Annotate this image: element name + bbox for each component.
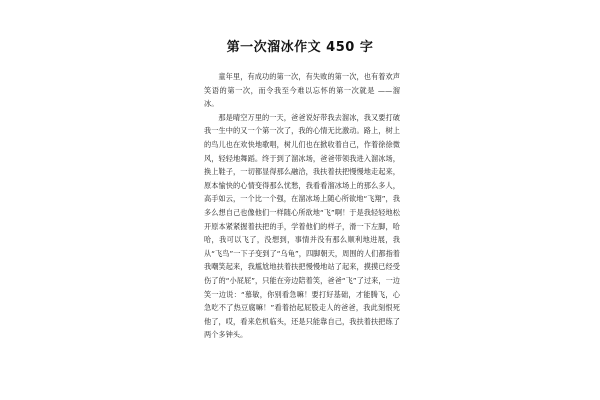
page-title: 第一次溜冰作文 450 字 — [226, 40, 374, 55]
essay-body — [204, 70, 400, 342]
paragraph-main: 那是晴空万里的一天，爸爸说好带我去溜冰，我又要打破我一生中的又一个第一次了，我的心情无比激动。路上，树上的鸟儿也在欢快地歌唱，树儿们也在掀收着自己，作着徐徐微风，轻轻地舞蹈。终于到了溜冰场，爸爸带领我进入溜冰场，换上鞋子，一切都显得那么融洽，我扶着扶把慢慢地走起来，原本愉快的心情变得那么忧愁，我看看溜冰场上的那么多人，高手如云，一个比一个强，在溜冰场上随心所欲地“飞翔”，我多么想自己也像他们一样随心所欲地“飞”啊！于是我轻轻地松开原本紧紧握着扶把的手，学着他们的样子，滑一下左脚，哈哈，我可以飞了，没想到，事情并没有那么顺利地进展，我从“飞鸟”一下子变到了“乌龟”，四脚朝天，周围的人们都指着我嘲笑起来，我尴尬地扶着扶把慢慢地站了起来，摸摸已经受伤了的“小屁屁”，只能在旁边陪着笑，爸爸“飞”了过来，一边笑一边说：“慕敏，你别看急嘛！要打好基础，才能腾飞，心急吃不了热豆腐嘛！”看着抬起屁股走人的爸爸，我此刻恨死他了，哎，看来危机临头，还是只能靠自己，我扶着扶把练了两个多钟头。 — [204, 112, 400, 340]
paragraph-intro: 童年里，有成功的第一次，有失败的第一次，也有着欢声笑语的第一次，而令我至今难以忘怀的第一次就是 ——溜冰。 — [204, 72, 400, 109]
